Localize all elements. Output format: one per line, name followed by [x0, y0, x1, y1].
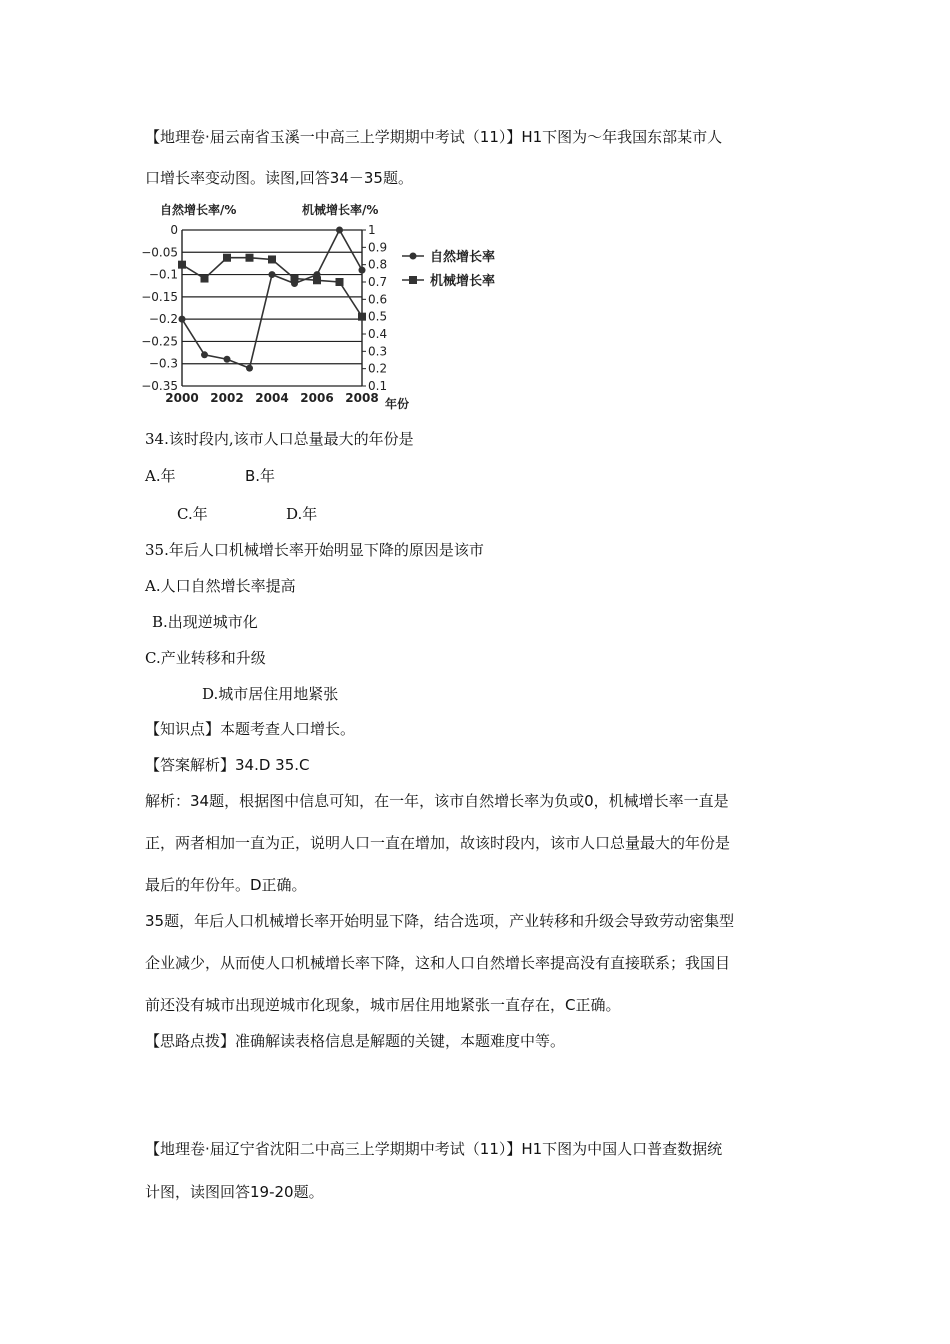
legend-label: 机械增长率 [430, 274, 496, 289]
right-tick-label: 0.4 [368, 327, 388, 341]
data-point-square [223, 254, 231, 262]
next-question-header-line-2: 计图，读图回答19-20题。 [145, 1183, 324, 1201]
right-tick-label: 0.8 [368, 257, 388, 272]
data-point-square [358, 313, 366, 321]
data-point-square [313, 276, 321, 284]
right-tick-label: 0.6 [368, 292, 388, 307]
data-point-circle [269, 271, 276, 278]
x-tick-label: 2006 [300, 391, 334, 405]
data-point-circle [336, 227, 343, 234]
data-point-square [336, 278, 344, 286]
q35-option-b: B.出现逆城市化 [152, 613, 258, 631]
left-tick-label: −0.2 [148, 312, 178, 327]
analysis-line-2: 正，两者相加一直为正，说明人口一直在增加，故该时段内，该市人口总量最大的年份是 [145, 834, 731, 852]
legend-marker-square [409, 276, 417, 284]
left-tick-label: −0.15 [141, 289, 178, 304]
q34-option-b: B.年 [245, 467, 276, 485]
question-header-line-1: 【地理卷·届云南省玉溪一中高三上学期期中考试（11）】H1下图为～年我国东部某市人 [145, 128, 723, 146]
q35-option-c: C.产业转移和升级 [145, 649, 266, 667]
data-point-square [201, 275, 209, 283]
q34-option-d: D.年 [286, 505, 318, 523]
right-tick-label: 1 [368, 223, 376, 237]
left-tick-label: −0.25 [141, 334, 178, 349]
data-point-square [268, 255, 276, 263]
series-line-1 [182, 230, 362, 368]
x-tick-label: 2008 [345, 391, 379, 405]
x-tick-label: 2000 [165, 391, 199, 405]
next-question-header-line-1: 【地理卷·届辽宁省沈阳二中高三上学期期中考试（11）】H1下图为中国人口普查数据统 [145, 1140, 723, 1158]
data-point-square [291, 275, 299, 283]
right-tick-label: 0.3 [368, 344, 388, 359]
population-growth-chart [140, 198, 520, 413]
data-point-square [246, 254, 254, 262]
legend-label: 自然增长率 [430, 250, 496, 265]
x-tick-label: 2002 [210, 391, 244, 405]
data-point-circle [246, 365, 253, 372]
right-tick-label: 0.1 [368, 379, 388, 393]
q34-option-c: C.年 [177, 505, 208, 523]
left-axis-title: 自然增长率/% [160, 203, 237, 217]
right-tick-label: 0.5 [368, 309, 388, 324]
q35-option-d: D.城市居住用地紧张 [202, 685, 339, 703]
left-tick-label: −0.05 [141, 245, 178, 260]
left-tick-label: −0.35 [141, 379, 178, 393]
thinking-tip: 【思路点拨】准确解读表格信息是解题的关键，本题难度中等。 [145, 1032, 566, 1050]
right-tick-label: 0.7 [368, 275, 388, 289]
analysis-line-4: 35题，年后人口机械增长率开始明显下降，结合选项，产业转移和升级会导致劳动密集型 [145, 912, 735, 930]
series-line-2 [182, 258, 362, 317]
data-point-circle [359, 267, 366, 274]
left-tick-label: 0 [170, 223, 178, 237]
right-axis-title: 机械增长率/% [302, 203, 379, 217]
analysis-line-1: 解析：34题，根据图中信息可知，在一年，该市自然增长率为负或0，机械增长率一直是 [145, 792, 729, 810]
q35-option-a: A.人口自然增长率提高 [145, 577, 296, 595]
q35-stem: 35.年后人口机械增长率开始明显下降的原因是该市 [145, 541, 484, 559]
x-tick-label: 2004 [255, 391, 289, 405]
analysis-line-5: 企业减少，从而使人口机械增长率下降，这和人口自然增长率提高没有直接联系；我国目 [145, 954, 731, 972]
x-axis-unit: 年份 [385, 397, 410, 411]
analysis-line-3: 最后的年份年。D正确。 [145, 876, 307, 894]
knowledge-point: 【知识点】本题考查人口增长。 [145, 720, 356, 738]
left-tick-label: −0.1 [148, 267, 178, 282]
question-header-line-2: 口增长率变动图。读图,回答34－35题。 [145, 169, 413, 187]
data-point-circle [201, 351, 208, 358]
q34-option-a: A.年 [145, 467, 176, 485]
data-point-circle [179, 316, 186, 323]
legend-marker-circle [410, 253, 417, 260]
right-tick-label: 0.2 [368, 361, 388, 376]
data-point-square [178, 261, 186, 269]
data-point-circle [224, 356, 231, 363]
analysis-line-6: 前还没有城市出现逆城市化现象，城市居住用地紧张一直存在，C正确。 [145, 996, 621, 1014]
right-tick-label: 0.9 [368, 240, 388, 255]
left-tick-label: −0.3 [148, 356, 178, 371]
q34-stem: 34.该时段内,该市人口总量最大的年份是 [145, 430, 414, 448]
answer-key: 【答案解析】34.D 35.C [145, 756, 310, 774]
